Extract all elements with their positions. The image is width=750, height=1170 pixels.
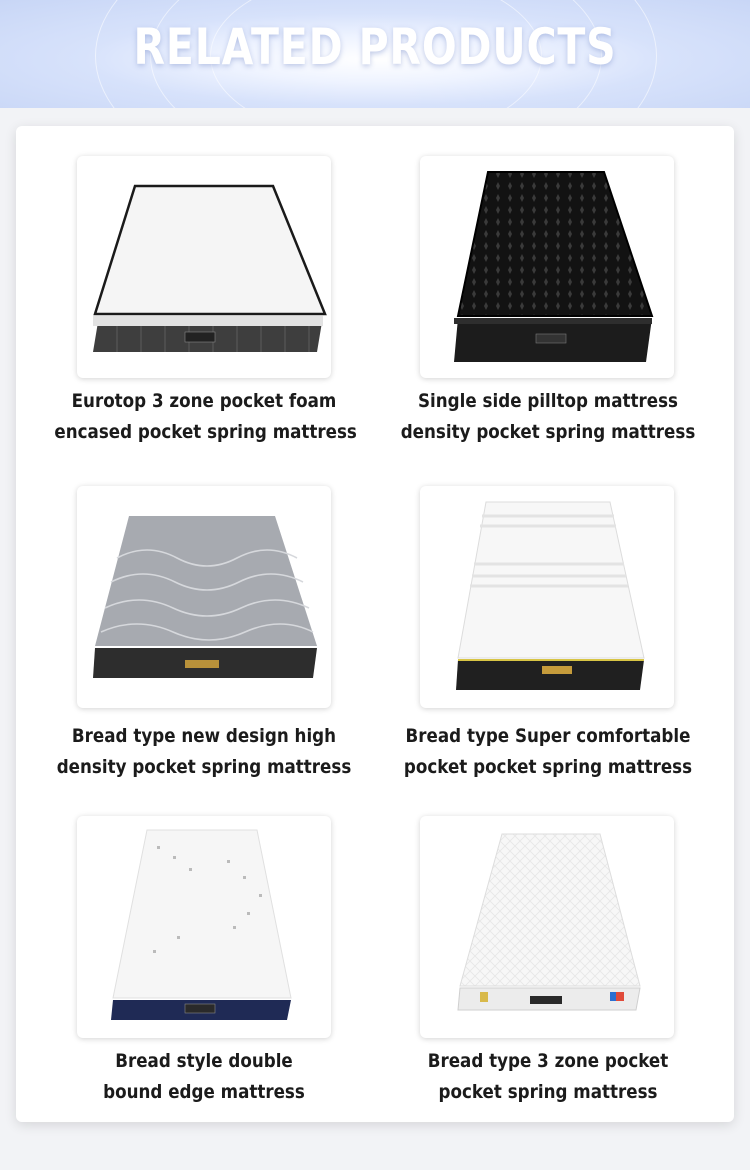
mattress-white-striped-image	[420, 486, 674, 708]
caption-line: Bread type 3 zone pocket	[427, 1050, 669, 1072]
product-caption-6[interactable]	[398, 1046, 697, 1108]
product-card-5[interactable]	[77, 816, 331, 1038]
product-card-4[interactable]	[420, 486, 674, 708]
mattress-white-navy-image	[77, 816, 331, 1038]
caption-line: density pocket spring mattress	[56, 756, 352, 778]
caption-line: pocket pocket spring mattress	[403, 756, 693, 778]
header-banner	[0, 0, 750, 108]
product-caption-1[interactable]	[54, 386, 357, 448]
product-caption-4[interactable]	[398, 721, 697, 783]
product-card-2[interactable]	[420, 156, 674, 378]
page-title: RELATED PRODUCTS	[133, 18, 617, 76]
caption-line: density pocket spring mattress	[400, 421, 696, 443]
caption-line: encased pocket spring mattress	[54, 421, 357, 443]
caption-line: Bread type Super comfortable	[405, 725, 691, 747]
caption-line: pocket spring mattress	[438, 1081, 658, 1103]
product-caption-3[interactable]	[54, 721, 353, 783]
caption-line: Single side pilltop mattress	[418, 390, 678, 412]
product-card-3[interactable]	[77, 486, 331, 708]
product-card-1[interactable]	[77, 156, 331, 378]
caption-line: Bread type new design high	[71, 725, 337, 747]
product-caption-5[interactable]	[54, 1046, 353, 1108]
caption-line: Eurotop 3 zone pocket foam	[71, 390, 337, 412]
caption-line: Bread style double	[115, 1050, 293, 1072]
mattress-pilltop-black-image	[420, 156, 674, 378]
mattress-grey-wave-image	[77, 486, 331, 708]
product-caption-2[interactable]	[398, 386, 697, 448]
caption-line: bound edge mattress	[103, 1081, 305, 1103]
mattress-white-quilted-image	[420, 816, 674, 1038]
product-card-6[interactable]	[420, 816, 674, 1038]
mattress-eurotop-image	[77, 156, 331, 378]
